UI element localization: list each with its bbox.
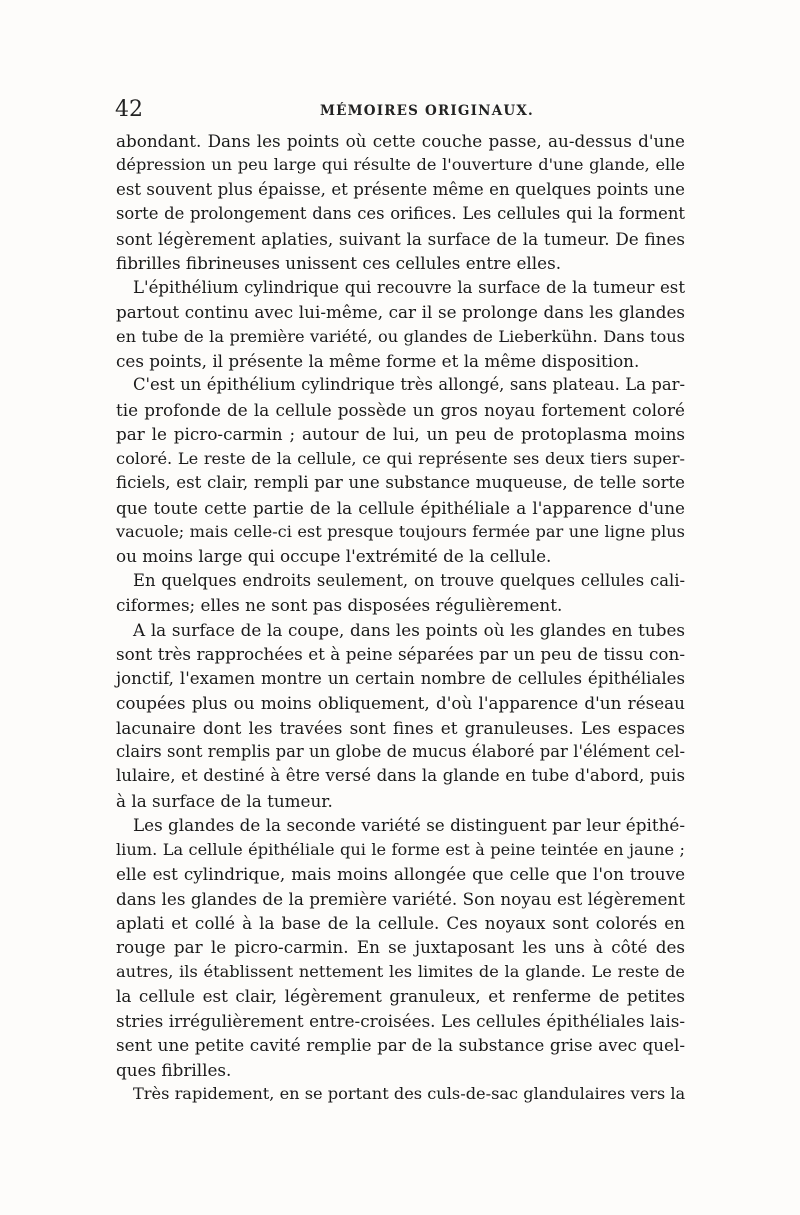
text-line: abondant. Dans les points où cette couche passe, au-dessus d'une <box>116 131 685 151</box>
text-line: ces points, il présente la même forme et la même disposition. <box>116 350 640 371</box>
text-line: ciformes; elles ne sont pas disposées régulièrement. <box>116 595 563 616</box>
text-line: partout continu avec lui-même, car il se prolonge dans les glandes <box>116 302 685 323</box>
text-line: la cellule est clair, légèrement granuleux, et renferme de petites <box>116 986 685 1007</box>
text-line: L'épithélium cylindrique qui recouvre la surface de la tumeur est <box>133 277 685 297</box>
body-text <box>116 129 685 1107</box>
page-number: 42 <box>115 97 143 122</box>
text-line: que toute cette partie de la cellule épithéliale a l'apparence d'une <box>116 497 685 518</box>
text-line: sent une petite cavité remplie par de la substance grise avec quel- <box>116 1035 685 1056</box>
text-line: coloré. Le reste de la cellule, ce qui représente ses deux tiers super- <box>116 448 685 468</box>
text-line: elle est cylindrique, mais moins allongée que celle que l'on trouve <box>116 864 685 885</box>
text-line: jonctif, l'examen montre un certain nombre de cellules épithéliales <box>116 668 685 688</box>
text-line: sont très rapprochées et à peine séparées par un peu de tissu con- <box>116 644 685 665</box>
text-line: Les glandes de la seconde variété se distinguent par leur épithé- <box>133 815 685 836</box>
text-line: clairs sont remplis par un globe de mucus élaboré par l'élément cel- <box>116 741 685 761</box>
text-line: En quelques endroits seulement, on trouve quelques cellules cali- <box>133 570 685 590</box>
text-line: coupées plus ou moins obliquement, d'où l'apparence d'un réseau <box>116 693 685 714</box>
running-title: MÉMOIRES ORIGINAUX. <box>320 103 534 119</box>
text-line: ques fibrilles. <box>116 1059 232 1080</box>
text-line: Très rapidement, en se portant des culs-de-sac glandulaires vers la <box>133 1084 686 1104</box>
text-line: vacuole; mais celle-ci est presque toujours fermée par une ligne plus <box>116 522 685 541</box>
text-line: dans les glandes de la première variété. Son noyau est légèrement <box>116 888 685 909</box>
text-line: par le picro-carmin ; autour de lui, un peu de protoplasma moins <box>116 424 685 445</box>
text-line: aplati et collé à la base de la cellule. Ces noyaux sont colorés en <box>116 913 685 933</box>
text-line: ficiels, est clair, rempli par une substance muqueuse, de telle sorte <box>116 473 685 493</box>
text-line: stries irrégulièrement entre-croisées. Les cellules épithéliales lais- <box>116 1010 685 1031</box>
text-line: rouge par le picro-carmin. En se juxtaposant les uns à côté des <box>116 937 685 958</box>
text-line: autres, ils établissent nettement les limites de la glande. Le reste de <box>116 961 685 981</box>
text-line: lulaire, et destiné à être versé dans la glande en tube d'abord, puis <box>116 766 685 786</box>
page-header <box>115 97 685 127</box>
text-line: tie profonde de la cellule possède un gros noyau fortement coloré <box>116 399 685 420</box>
text-line: lium. La cellule épithéliale qui le forme est à peine teintée en jaune ; <box>116 839 685 859</box>
text-line: fibrilles fibrineuses unissent ces cellules entre elles. <box>116 253 562 274</box>
text-line: C'est un épithélium cylindrique très allongé, sans plateau. La par- <box>133 375 685 395</box>
text-line: ou moins large qui occupe l'extrémité de la cellule. <box>116 546 552 567</box>
text-line: lacunaire dont les travées sont fines et granuleuses. Les espaces <box>116 717 685 738</box>
text-line: dépression un peu large qui résulte de l'ouverture d'une glande, elle <box>116 155 685 175</box>
text-line: sorte de prolongement dans ces orifices. Les cellules qui la forment <box>116 204 685 224</box>
text-line: à la surface de la tumeur. <box>116 790 333 811</box>
text-line: A la surface de la coupe, dans les points où les glandes en tubes <box>133 619 685 640</box>
text-line: sont légèrement aplaties, suivant la surface de la tumeur. De fines <box>116 228 685 249</box>
text-line: est souvent plus épaisse, et présente même en quelques points une <box>116 179 685 199</box>
text-line: en tube de la première variété, ou glandes de Lieberkühn. Dans tous <box>116 326 685 346</box>
